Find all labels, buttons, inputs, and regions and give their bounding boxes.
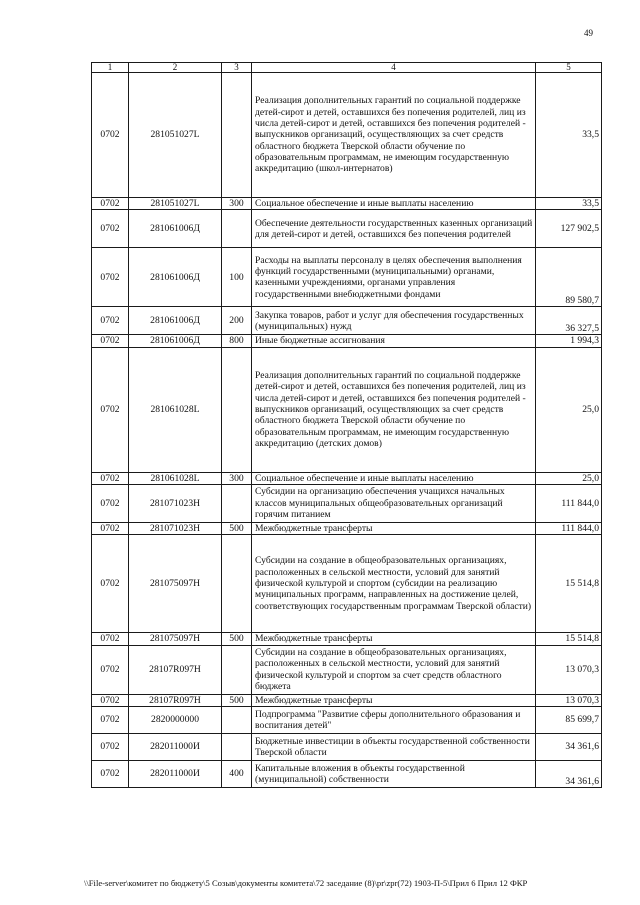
table-row [92,733,602,760]
description-cell: Расходы на выплаты персоналу в целях обеспечения выполнения функций государственными (муниципальными) органами, казенными учреждениями, органами управления государственными внебюджетными фондами [252,248,536,307]
amount-cell: 25,0 [536,347,602,472]
table-row [92,484,602,522]
table-row [92,522,602,534]
target-code-cell: 281071023Н [129,484,222,522]
description-cell: Социальное обеспечение и иные выплаты населению [252,198,536,210]
section-cell: 0702 [92,633,129,645]
expense-type-cell [222,73,252,198]
table-row [92,472,602,484]
section-cell: 0702 [92,210,129,248]
table-row [92,73,602,198]
expense-type-cell: 300 [222,472,252,484]
description-cell: Закупка товаров, работ и услуг для обеспечения государственных (муниципальных) нужд [252,307,536,335]
target-code-cell: 281061006Д [129,307,222,335]
expense-type-cell: 100 [222,248,252,307]
description-cell: Иные бюджетные ассигнования [252,335,536,347]
description-cell: Субсидии на создание в общеобразовательных организациях, расположенных в сельской местности, условий для занятий физической культурой и спортом за счет средств областного бюджета [252,645,536,694]
table-row [92,347,602,472]
section-cell: 0702 [92,733,129,760]
amount-cell: 111 844,0 [536,484,602,522]
expense-type-cell: 400 [222,760,252,787]
budget-table [91,62,602,788]
expense-type-cell [222,706,252,733]
target-code-cell: 281071023Н [129,522,222,534]
table-row [92,645,602,694]
target-code-cell: 282011000И [129,733,222,760]
table-row [92,760,602,787]
expense-type-cell [222,733,252,760]
amount-cell: 1 994,3 [536,335,602,347]
amount-cell: 13 070,3 [536,694,602,706]
target-code-cell: 28107R097Н [129,694,222,706]
target-code-cell: 281061006Д [129,335,222,347]
description-cell: Капитальные вложения в объекты государственной (муниципальной) собственности [252,760,536,787]
expense-type-cell [222,210,252,248]
description-cell: Субсидии на организацию обеспечения учащихся начальных классов муниципальных общеобразовательных организаций горячим питанием [252,484,536,522]
section-cell: 0702 [92,73,129,198]
table-row [92,706,602,733]
expense-type-cell [222,645,252,694]
table-row [92,535,602,633]
header-col-4: 4 [252,63,536,73]
amount-cell: 89 580,7 [536,248,602,307]
expense-type-cell: 500 [222,522,252,534]
amount-cell: 33,5 [536,198,602,210]
table-row [92,248,602,307]
amount-cell: 111 844,0 [536,522,602,534]
section-cell: 0702 [92,472,129,484]
target-code-cell: 28107R097Н [129,645,222,694]
section-cell: 0702 [92,347,129,472]
description-cell: Социальное обеспечение и иные выплаты населению [252,472,536,484]
amount-cell: 15 514,8 [536,633,602,645]
description-cell: Подпрограмма "Развитие сферы дополнительного образования и воспитания детей" [252,706,536,733]
table-row [92,335,602,347]
target-code-cell: 281075097Н [129,535,222,633]
amount-cell: 127 902,5 [536,210,602,248]
header-col-1: 1 [92,63,129,73]
table-row [92,694,602,706]
section-cell: 0702 [92,248,129,307]
amount-cell: 85 699,7 [536,706,602,733]
expense-type-cell [222,347,252,472]
description-cell: Субсидии на создание в общеобразовательных организациях, расположенных в сельской местности, условий для занятий физической культурой и спортом (субсидии на реализацию муниципальных программ, направленных на достижение целей, соответствующих государственным программам Тверской области) [252,535,536,633]
description-cell: Реализация дополнительных гарантий по социальной поддержке детей-сирот и детей, оставшихся без попечения родителей, лиц из числа детей-сирот и детей, оставшихся без попечения родителей - выпускников организаций, осуществляющих за счет средств областного бюджета Тверской области обучение по образовательным программам, не имеющим государственную аккредитацию (детских домов) [252,347,536,472]
section-cell: 0702 [92,694,129,706]
section-cell: 0702 [92,535,129,633]
section-cell: 0702 [92,706,129,733]
target-code-cell: 2820000000 [129,706,222,733]
table-header-row [92,63,602,73]
section-cell: 0702 [92,307,129,335]
page-number: 49 [584,28,593,38]
amount-cell: 13 070,3 [536,645,602,694]
target-code-cell: 281061028L [129,472,222,484]
section-cell: 0702 [92,484,129,522]
expense-type-cell: 800 [222,335,252,347]
expense-type-cell [222,484,252,522]
target-code-cell: 281061006Д [129,248,222,307]
amount-cell: 36 327,5 [536,307,602,335]
description-cell: Межбюджетные трансферты [252,694,536,706]
expense-type-cell: 500 [222,694,252,706]
amount-cell: 34 361,6 [536,760,602,787]
amount-cell: 15 514,8 [536,535,602,633]
file-path-footer: \\File-server\комитет по бюджету\5 Созыв\документы комитета\72 заседание (8)\pr\zpr(72) 1903-П-5\Прил 6 Прил 12 ФКР [84,878,528,888]
expense-type-cell: 300 [222,198,252,210]
target-code-cell: 281051027L [129,73,222,198]
description-cell: Обеспечение деятельности государственных казенных организаций для детей-сирот и детей, оставшихся без попечения родителей [252,210,536,248]
section-cell: 0702 [92,198,129,210]
description-cell: Бюджетные инвестиции в объекты государственной собственности Тверской области [252,733,536,760]
header-col-5: 5 [536,63,602,73]
target-code-cell: 281061028L [129,347,222,472]
amount-cell: 34 361,6 [536,733,602,760]
section-cell: 0702 [92,522,129,534]
expense-type-cell: 500 [222,633,252,645]
header-col-2: 2 [129,63,222,73]
target-code-cell: 281061006Д [129,210,222,248]
table-row [92,633,602,645]
amount-cell: 25,0 [536,472,602,484]
description-cell: Межбюджетные трансферты [252,522,536,534]
expense-type-cell [222,535,252,633]
section-cell: 0702 [92,645,129,694]
table-row [92,307,602,335]
table-row [92,198,602,210]
description-cell: Межбюджетные трансферты [252,633,536,645]
header-col-3: 3 [222,63,252,73]
target-code-cell: 281075097Н [129,633,222,645]
target-code-cell: 281051027L [129,198,222,210]
target-code-cell: 282011000И [129,760,222,787]
section-cell: 0702 [92,760,129,787]
section-cell: 0702 [92,335,129,347]
expense-type-cell: 200 [222,307,252,335]
table-row [92,210,602,248]
amount-cell: 33,5 [536,73,602,198]
description-cell: Реализация дополнительных гарантий по социальной поддержке детей-сирот и детей, оставшихся без попечения родителей, лиц из числа детей-сирот и детей, оставшихся без попечения родителей - выпускников организаций, осуществляющих за счет средств областного бюджета Тверской области обучение по образовательным программам, не имеющим государственную аккредитацию (школ-интернатов) [252,73,536,198]
